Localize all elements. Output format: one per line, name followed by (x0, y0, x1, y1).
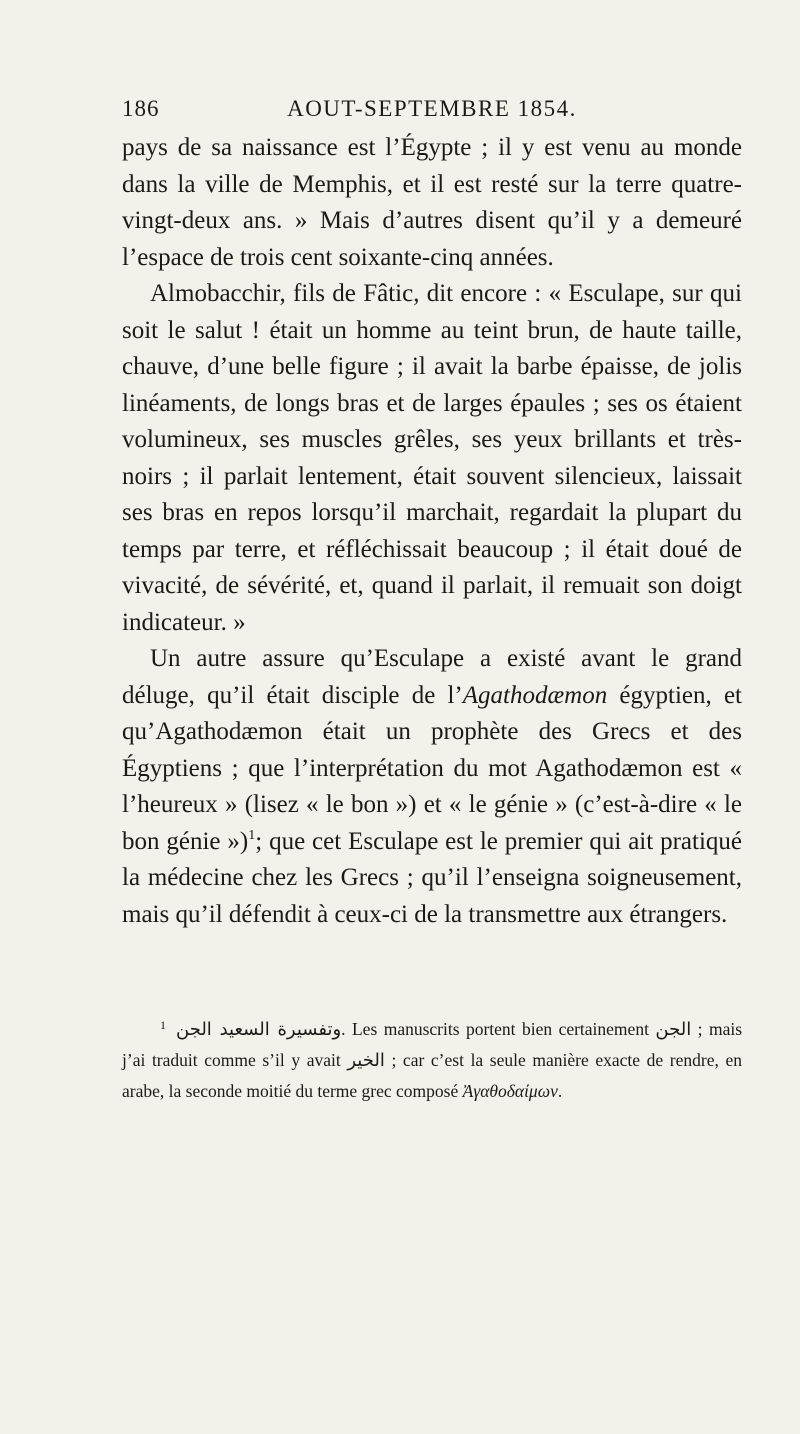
paragraph-3-text-b: égyptien, et qu’Agathodæmon était un prophète des Grecs et des Égyptiens ; que l’interprétation du mot Agathodæmon est « l’heureux » (lisez « le bon ») et « le génie » (c’est-à-dire « le bon génie ») (122, 681, 742, 855)
footnote-text-4: . (557, 1081, 563, 1101)
greek-word: Ἀγαθοδαίμων (462, 1081, 558, 1101)
agathodaemon-italic: Agathodæmon (462, 681, 608, 709)
main-text (122, 130, 742, 933)
page-number: 186 (122, 96, 160, 121)
page-header (122, 96, 742, 126)
paragraph-2: Almobacchir, fils de Fâtic, dit encore : « Esculape, sur qui soit le salut ! était un homme au teint brun, de haute taille, chauve, d’une belle figure ; il avait la barbe épaisse, de jolis linéaments, de longs bras et de larges épaules ; ses os étaient volumineux, ses muscles grêles, ses yeux brillants et très-noirs ; il parlait lentement, était souvent silencieux, laissait ses bras en repos lorsqu’il marchait, regardait la plupart du temps par terre, et réfléchissait beaucoup ; il était doué de vivacité, de sévérité, et, quand il parlait, il remuait son doigt indicateur. » (122, 280, 742, 636)
arabic-word-jinn: الجن (655, 1019, 692, 1040)
footnote-marker: 1 (160, 1018, 166, 1032)
running-head: AOUT-SEPTEMBRE 1854. (287, 96, 577, 121)
footnote-text-2: ; mais j’ai traduit comme s’il y avait (122, 1019, 743, 1070)
arabic-phrase: وتفسيرة السعيد الجن (176, 1019, 342, 1040)
paragraph-3 (122, 641, 742, 933)
paragraph-3-text-c: ; que cet Esculape est le premier qui ait pratiqué la médecine chez les Grecs ; qu’il l’enseigna soigneusement, mais qu’il défendit à ceux-ci de la transmettre aux étrangers. (122, 827, 742, 928)
footnote-reference[interactable]: 1 (248, 827, 256, 843)
footnotes (122, 1010, 742, 1107)
paragraph-3-text-a: Un autre assure qu’Esculape a existé avant le grand déluge, qu’il était disciple de l’ (122, 645, 742, 709)
arabic-word-khayr: الخير (347, 1050, 385, 1071)
footnote-text-1: . Les manuscrits portent bien certainement (341, 1019, 656, 1039)
paragraph-1: pays de sa naissance est l’Égypte ; il y est venu au monde dans la ville de Memphis, et il est resté sur la terre quatre-vingt-deux ans. » Mais d’autres disent qu’il y a demeuré l’espace de trois cent soixante-cinq années. (122, 134, 742, 271)
footnote-text-3: ; car c’est la seule manière exacte de rendre, en arabe, la seconde moitié du terme grec composé (122, 1050, 742, 1101)
footnote-1 (122, 1010, 742, 1107)
